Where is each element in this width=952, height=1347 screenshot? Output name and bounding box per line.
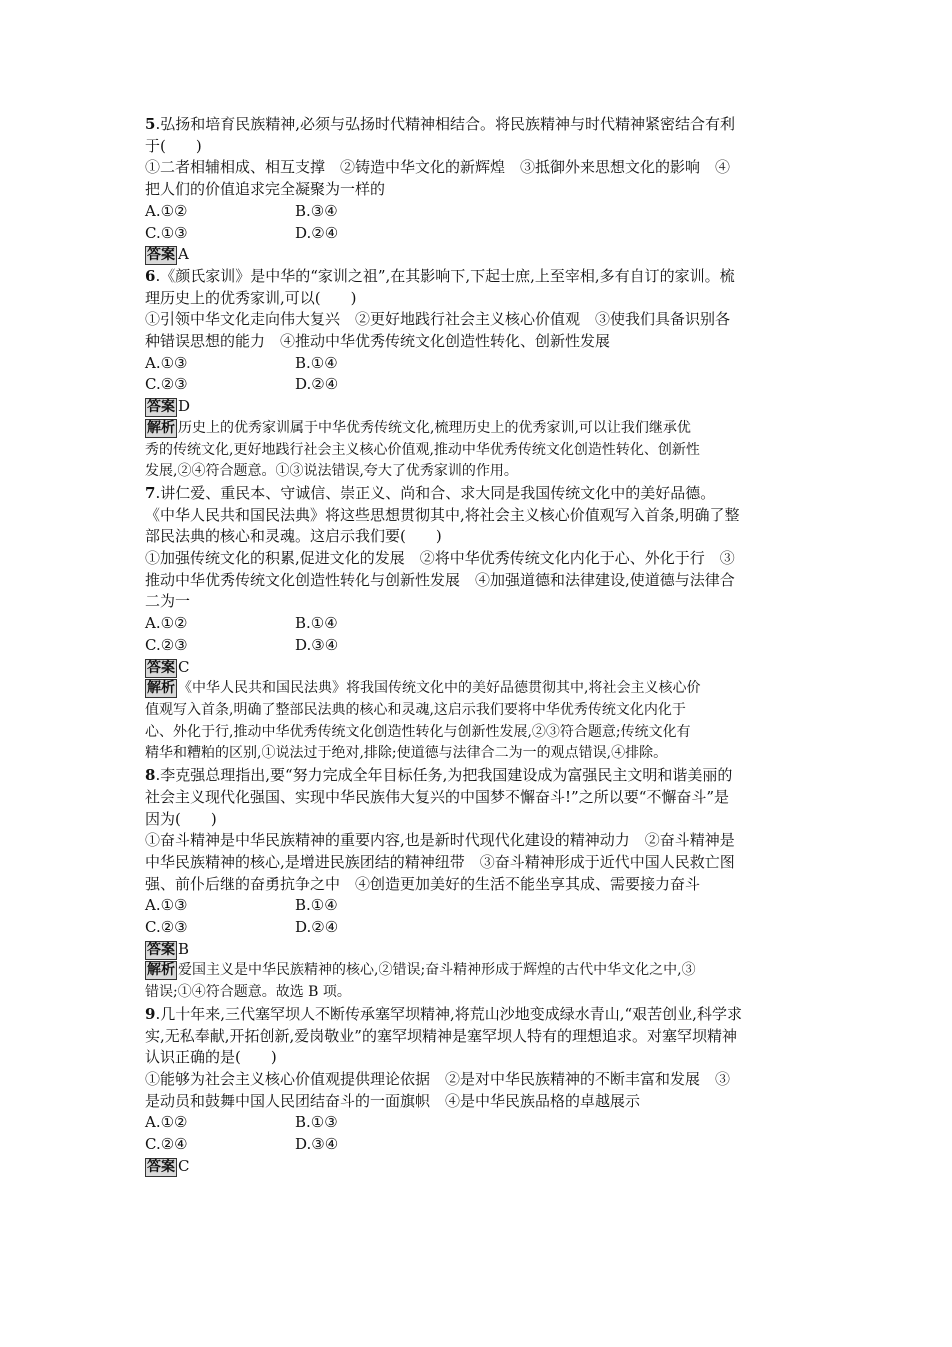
options-row (145, 917, 810, 939)
answer-tag: 答案 (147, 941, 175, 958)
statement-line: 推动中华优秀传统文化创造性转化与创新性发展 ④加强道德和法律建设,使道德与法律合 (145, 570, 735, 589)
options-row (145, 353, 810, 375)
answer-tag: 答案 (147, 247, 175, 264)
question-5 (145, 114, 810, 266)
question-stem-line: 因为( ) (145, 809, 217, 828)
answer-line (145, 244, 810, 266)
analysis-tag: 解析 (147, 680, 175, 697)
analysis-line: 错误;①④符合题意。故选 B 项。 (145, 984, 351, 1001)
question-stem-line: 6.《颜氏家训》是中华的“家训之祖”,在其影响下,下起士庶,上至宰相,多有自订的家训。梳 (145, 266, 735, 285)
question-stem-line: 于( ) (145, 136, 202, 155)
option-d[interactable]: D.②④ (295, 375, 339, 394)
statement-line: ①奋斗精神是中华民族精神的重要内容,也是新时代现代化建设的精神动力 ②奋斗精神是 (145, 831, 735, 850)
question-6 (145, 266, 810, 483)
answer-tag: 答案 (147, 1158, 175, 1175)
option-a[interactable]: A.①② (145, 614, 188, 633)
statement-line: 二为一 (145, 592, 191, 611)
question-stem-line: 5.弘扬和培育民族精神,必须与弘扬时代精神相结合。将民族精神与时代精神紧密结合有利 (145, 115, 735, 133)
option-a[interactable]: A.①② (145, 201, 188, 220)
option-c[interactable]: C.①③ (145, 223, 188, 242)
analysis-line: 心、外化于行,推动中华优秀传统文化创造性转化与创新性发展,②③符合题意;传统文化有 (145, 723, 691, 740)
statement-line: 把人们的价值追求完全凝聚为一样的 (145, 180, 386, 199)
option-c[interactable]: C.②③ (145, 375, 188, 394)
option-b[interactable]: B.③④ (295, 201, 338, 220)
option-d[interactable]: D.②④ (295, 918, 339, 937)
options-row (145, 374, 810, 396)
options-row (145, 1112, 810, 1134)
question-stem-line: 实,无私奉献,开拓创新,爱岗敬业”的塞罕坝精神是塞罕坝人特有的理想追求。对塞罕坝精神 (145, 1026, 737, 1045)
options-row (145, 895, 810, 917)
option-a[interactable]: A.①③ (145, 896, 188, 915)
option-b[interactable]: B.①③ (295, 1113, 338, 1132)
question-stem-line: 8.李克强总理指出,要“努力完成全年目标任务,为把我国建设成为富强民主文明和谐美丽的 (145, 766, 733, 785)
answer-line (145, 1156, 810, 1178)
analysis-line: 值观写入首条,明确了整部民法典的核心和灵魂,这启示我们要将中华优秀传统文化内化于 (145, 701, 686, 718)
options-row (145, 201, 810, 223)
answer-value: B (178, 939, 190, 958)
options-row (145, 223, 810, 245)
analysis-tag: 解析 (147, 962, 175, 979)
option-b[interactable]: B.①④ (295, 353, 338, 372)
answer-line (145, 396, 810, 418)
option-a[interactable]: A.①② (145, 1113, 188, 1132)
statement-line: 种错误思想的能力 ④推动中华优秀传统文化创造性转化、创新性发展 (145, 332, 611, 351)
analysis-line: 秀的传统文化,更好地践行社会主义核心价值观,推动中华优秀传统文化创造性转化、创新性 (145, 441, 700, 458)
question-number: 8 (145, 766, 156, 785)
option-d[interactable]: D.③④ (295, 1135, 339, 1154)
option-d[interactable]: D.③④ (295, 635, 339, 654)
statement-line: ①能够为社会主义核心价值观提供理论依据 ②是对中华民族精神的不断丰富和发展 ③ (145, 1069, 731, 1088)
analysis-tag: 解析 (147, 419, 175, 436)
answer-tag: 答案 (147, 659, 175, 676)
statement-line: ①加强传统文化的积累,促进文化的发展 ②将中华优秀传统文化内化于心、外化于行 ③ (145, 549, 735, 568)
question-number: 6 (145, 266, 156, 285)
question-stem-line: 7.讲仁爱、重民本、守诚信、崇正义、尚和合、求大同是我国传统文化中的美好品德。 (145, 483, 716, 502)
answer-line (145, 939, 810, 961)
question-stem-line: 9.几十年来,三代塞罕坝人不断传承塞罕坝精神,将荒山沙地变成绿水青山,“艰苦创业,科学求 (145, 1004, 742, 1023)
option-b[interactable]: B.①④ (295, 614, 338, 633)
options-row (145, 1134, 810, 1156)
statement-line: ①二者相辅相成、相互支撑 ②铸造中华文化的新辉煌 ③抵御外来思想文化的影响 ④ (145, 158, 731, 177)
analysis-line: 解析 爱国主义是中华民族精神的核心,②错误;奋斗精神形成于辉煌的古代中华文化之中,③ (147, 962, 696, 979)
exercise-page (145, 114, 810, 1177)
options-row (145, 635, 810, 657)
analysis-line: 发展,②④符合题意。①③说法错误,夸大了优秀家训的作用。 (145, 463, 518, 480)
question-stem-line: 社会主义现代化强国、实现中华民族伟大复兴的中国梦不懈奋斗!”之所以要“不懈奋斗”是 (145, 787, 730, 806)
options-row (145, 613, 810, 635)
answer-value: C (178, 657, 190, 676)
question-7 (145, 483, 810, 765)
option-d[interactable]: D.②④ (295, 223, 339, 242)
option-c[interactable]: C.②③ (145, 918, 188, 937)
answer-value: A (178, 245, 189, 264)
question-9 (145, 1004, 810, 1178)
option-b[interactable]: B.①④ (295, 896, 338, 915)
question-number: 9 (145, 1004, 156, 1023)
question-stem-line: 认识正确的是( ) (145, 1048, 277, 1067)
answer-tag: 答案 (147, 399, 175, 416)
question-number: 7 (145, 483, 156, 502)
option-a[interactable]: A.①③ (145, 353, 188, 372)
statement-line: 中华民族精神的核心,是增进民族团结的精神纽带 ③奋斗精神形成于近代中国人民救亡图 (145, 852, 735, 871)
option-c[interactable]: C.②③ (145, 635, 188, 654)
answer-value: D (178, 397, 191, 416)
question-stem-line: 《中华人民共和国民法典》将这些思想贯彻其中,将社会主义核心价值观写入首条,明确了整 (145, 505, 740, 524)
analysis-line: 解析 《中华人民共和国民法典》将我国传统文化中的美好品德贯彻其中,将社会主义核心价 (147, 680, 701, 697)
statement-line: 是动员和鼓舞中国人民团结奋斗的一面旗帜 ④是中华民族品格的卓越展示 (145, 1091, 641, 1110)
statement-line: ①引领中华文化走向伟大复兴 ②更好地践行社会主义核心价值观 ③使我们具备识别各 (145, 310, 731, 329)
answer-value: C (178, 1156, 190, 1175)
question-8 (145, 765, 810, 1004)
analysis-line: 解析 历史上的优秀家训属于中华优秀传统文化,梳理历史上的优秀家训,可以让我们继承优 (147, 419, 691, 436)
option-c[interactable]: C.②④ (145, 1135, 188, 1154)
answer-line (145, 657, 810, 679)
analysis-line: 精华和糟粕的区别,①说法过于绝对,排除;使道德与法律合二为一的观点错误,④排除。 (145, 745, 668, 762)
statement-line: 强、前仆后继的奋勇抗争之中 ④创造更加美好的生活不能坐享其成、需要接力奋斗 (145, 874, 701, 893)
question-stem-line: 理历史上的优秀家训,可以( ) (145, 288, 357, 307)
question-stem-line: 部民法典的核心和灵魂。这启示我们要( ) (145, 527, 442, 546)
question-number: 5 (145, 115, 156, 133)
